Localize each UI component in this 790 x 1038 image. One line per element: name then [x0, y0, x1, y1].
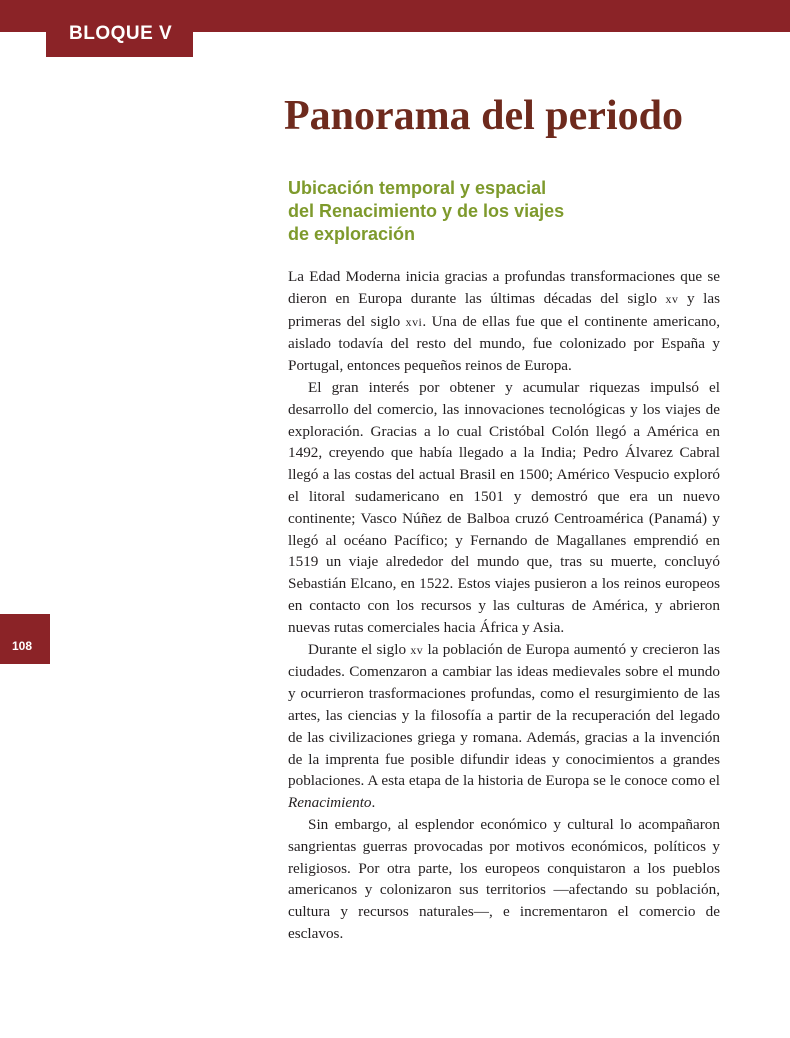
paragraph-2: El gran interés por obtener y acumular riquezas impulsó el desarrollo del comercio, las innovaciones tecnológicas y los viajes de exploración. Gracias a lo cual Cristóbal Colón llegó a América en 1492, creyendo que había llegado a la India; Pedro Álvarez Cabral llegó a las costas del actual Brasil en 1500; Américo Vespucio exploró el litoral sudamericano en 1501 y demostró que era un nuevo continente; Vasco Núñez de Balboa cruzó Centroamérica (Panamá) y llegó al océano Pacífico; y Fernando de Magallanes emprendió en 1519 un viaje alrededor del mundo que, tras su muerte, concluyó Sebastián Elcano, en 1522. Estos viajes pusieron a los reinos europeos en contacto con los recursos y las culturas de América, y abrieron nuevas rutas comerciales hacia África y Asia.: [288, 378, 720, 636]
page-number: 108: [0, 614, 50, 664]
bloque-label: BLOQUE V: [46, 0, 193, 57]
page-title: Panorama del periodo: [284, 93, 683, 139]
section-heading-line-3: de exploración: [288, 224, 416, 244]
paragraph-1-part-a: La Edad Moderna inicia gracias a profundas transformaciones que se dieron en Europa durante las últimas décadas del siglo: [288, 268, 720, 307]
paragraph-3-part-a: Durante el siglo: [308, 640, 411, 658]
paragraph-1: [288, 266, 720, 377]
century-numeral: xv: [410, 642, 424, 657]
body-text: [288, 266, 720, 945]
paragraph-1-part-b: y las primeras del siglo: [288, 289, 720, 330]
renacimiento-term: Renacimiento: [288, 794, 372, 812]
paragraph-4: Sin embargo, al esplendor económico y cultural lo acompañaron sangrientas guerras provocadas por motivos económicos, políticos y religiosos. Por otra parte, los europeos conquistaron a los pueblos americanos y colonizaron sus territorios —afectando su población, cultura y recursos naturales—, e incrementaron el comercio de esclavos.: [288, 815, 720, 942]
section-heading-line-2: del Renacimiento y de los viajes: [288, 201, 565, 221]
section-heading: [288, 177, 648, 246]
century-numeral: xvi: [405, 314, 423, 329]
section-heading-line-1: Ubicación temporal y espacial: [288, 178, 547, 198]
century-numeral: xv: [665, 291, 679, 306]
paragraph-3-part-b: la población de Europa aumentó y crecieron las ciudades. Comenzaron a cambiar las ideas medievales sobre el mundo y ocurrieron trasformaciones profundas, como el resurgimiento de las artes, las ciencias y la filosofía a partir de la recuperación del legado de las civilizaciones griega y romana. Además, gracias a la invención de la imprenta fue posible difundir ideas y conocimientos a grandes poblaciones. A esta etapa de la historia de Europa se le conoce como el: [288, 640, 720, 790]
paragraph-1-part-c: . Una de ellas fue que el continente americano, aislado todavía del resto del mundo, fue colonizado por España y Portugal, entonces pequeños reinos de Europa.: [288, 312, 720, 375]
paragraph-3: [288, 639, 720, 814]
paragraph-3-end: .: [371, 794, 376, 812]
